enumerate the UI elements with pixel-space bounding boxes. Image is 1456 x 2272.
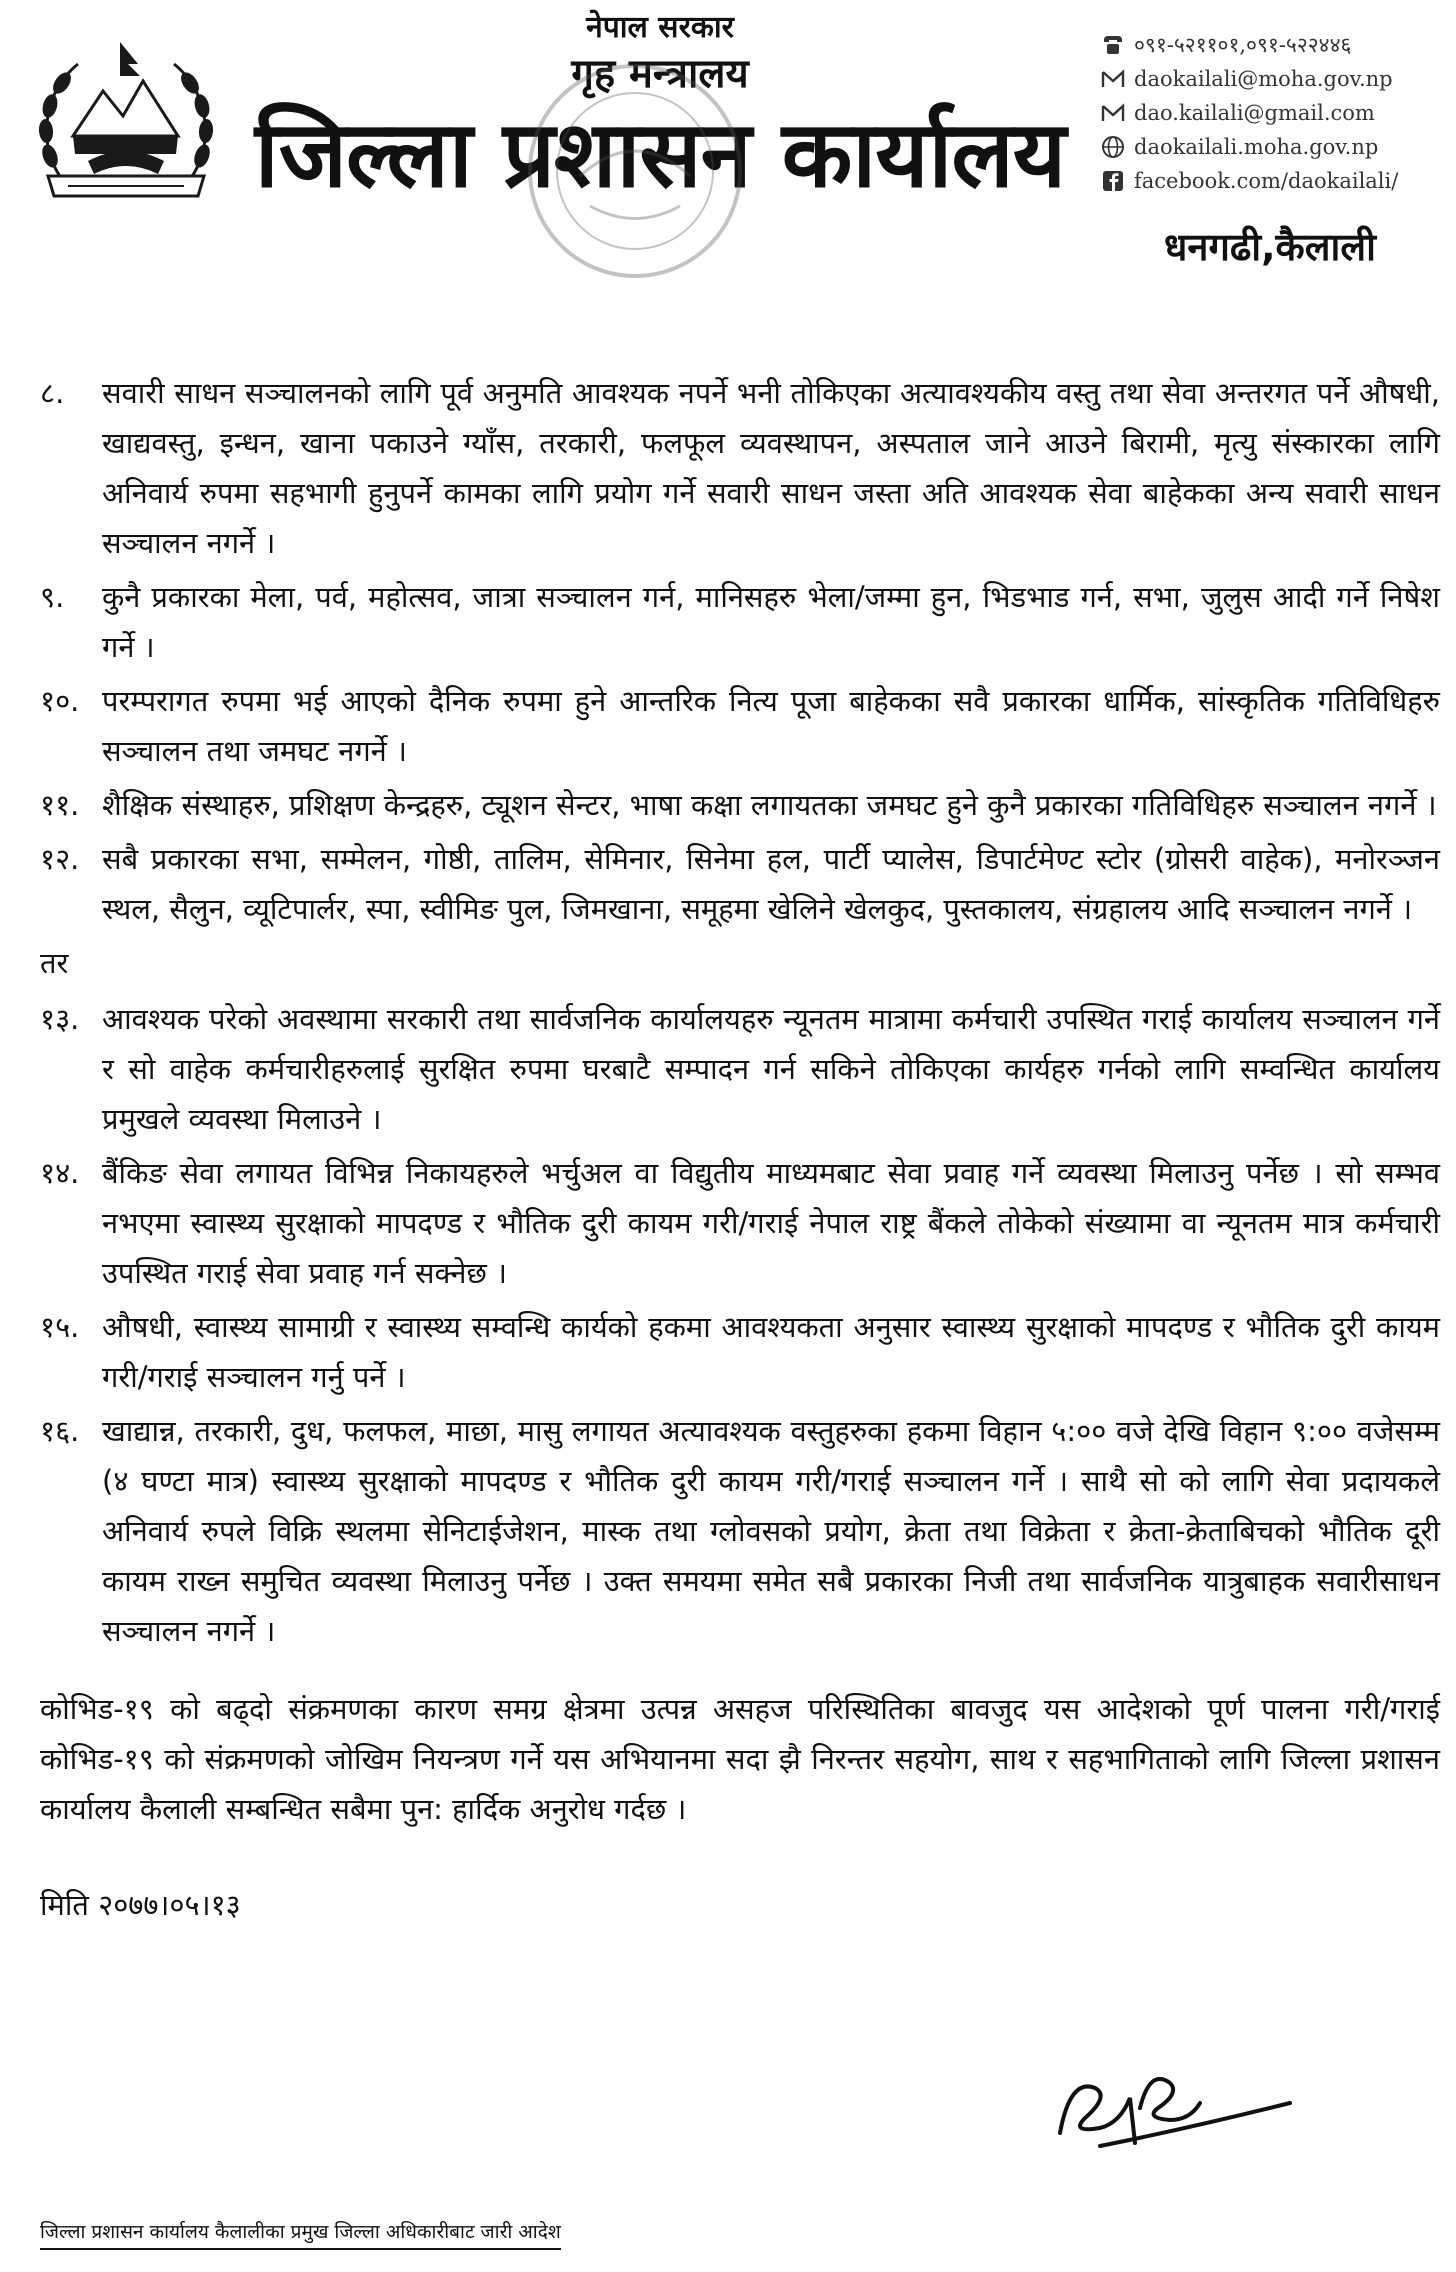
item-text: बैंकिङ सेवा लगायत विभिन्न निकायहरुले भर्चुअल वा विद्युतीय माध्यमबाट सेवा प्रवाह गर्ने व्यवस्था मिलाउनु पर्नेछ । सो सम्भव नभएमा स्वास्थ्य सुरक्षाको मापदण्ड र भौतिक दुरी कायम गरी/गराई नेपाल राष्ट्र बैंकले तोकेको संख्यामा वा न्यूनतम मात्र कर्मचारी उपस्थित गराई सेवा प्रवाह गर्न सक्नेछ ।	[102, 1156, 1440, 1290]
email2-row[interactable]	[1100, 96, 1440, 130]
letterhead-title-block	[230, 8, 1090, 210]
issue-date: मिति २०७७।०५।१३	[40, 1888, 241, 1922]
item-text: सवारी साधन सञ्चालनको लागि पूर्व अनुमति आवश्यक नपर्ने भनी तोकिएका अत्यावश्यकीय वस्तु तथा सेवा अन्तरगत पर्ने औषधी, खाद्यवस्तु, इन्धन, खाना पकाउने ग्याँस, तरकारी, फलफूल व्यवस्थापन, अस्पताल जाने आउने बिरामी, मृत्यु संस्कारका लागि अनिवार्य रुपमा सहभागी हुनुपर्ने कामका लागि प्रयोग गर्ने सवारी साधन जस्ता अति आवश्यक सेवा बाहेकका अन्य सवारी साधन सञ्चालन नगर्ने ।	[102, 376, 1440, 560]
item-text: कुनै प्रकारका मेला, पर्व, महोत्सव, जात्रा सञ्चालन गर्न, मानिसहरु भेला/जम्मा हुन, भिडभाड गर्न, सभा, जुलुस आदी गर्ने निषेश गर्ने ।	[102, 580, 1440, 664]
closing-paragraph: कोभिड-१९ को बढ्दो संक्रमणका कारण समग्र क्षेत्रमा उत्पन्न असहज परिस्थितिका बावजुद यस आदेशको पूर्ण पालना गरी/गराई कोभिड-१९ को संक्रमणको जोखिम नियन्त्रण गर्ने यस अभियानमा सदा झै निरन्तर सहयोग, साथ र सहभागिताको लागि जिल्ला प्रशासन कार्यालय कैलाली सम्बन्धित सबैमा पुन: हार्दिक अनुरोध गर्दछ ।	[40, 1692, 1440, 1826]
phone-numbers: ०९१-५२११०१,०९१-५२२४४६	[1134, 33, 1352, 57]
item-text: खाद्यान्न, तरकारी, दुध, फलफल, माछा, मासु लगायत अत्यावश्यक वस्तुहरुका हकमा विहान ५:०० वजे देखि विहान ९:०० वजेसम्म (४ घण्टा मात्र) स्वास्थ्य सुरक्षाको मापदण्ड र भौतिक दुरी कायम गरी/गराई सञ्चालन गर्ने । साथै सो को लागि सेवा प्रदायकले अनिवार्य रुपले विक्रि स्थलमा सेनिटाईजेशन, मास्क तथा ग्लोवसको प्रयोग, क्रेता तथा विक्रेता र क्रेता-क्रेताबिचको भौतिक दूरी कायम राख्न समुचित व्यवस्था मिलाउनु पर्नेछ । उक्त समयमा समेत सबै प्रकारका निजी तथा सार्वजनिक यात्रुबाहक सवारीसाधन सञ्चालन नगर्ने ।	[102, 1414, 1440, 1648]
ministry-name: गृह मन्त्रालय	[571, 51, 749, 97]
item-number: १५.	[40, 1310, 80, 1344]
item-text: सबै प्रकारका सभा, सम्मेलन, गोष्ठी, तालिम, सेमिनार, सिनेमा हल, पार्टी प्यालेस, डिपार्टमेण्ट स्टोर (ग्रोसरी वाहेक), मनोरञ्जन स्थल, सैलुन, व्यूटिपार्लर, स्पा, स्वीमिङ पुल, जिमखाना, समूहमा खेलिने खेलकुद, पुस्तकालय, संग्रहालय आदि सञ्चालन नगर्ने ।	[102, 842, 1440, 926]
facebook-icon	[1100, 168, 1126, 194]
handwritten-signature-icon	[1040, 2048, 1300, 2158]
order-item	[40, 368, 1440, 568]
email-primary[interactable]: daokailali@moha.gov.np	[1134, 67, 1393, 91]
item-number: ११.	[40, 788, 80, 822]
item-number: १२.	[40, 842, 80, 876]
mail-icon	[1100, 100, 1126, 126]
mail-icon	[1100, 66, 1126, 92]
facebook-link[interactable]: facebook.com/daokailali/	[1134, 169, 1399, 193]
contact-list	[1100, 28, 1440, 198]
facebook-row[interactable]	[1100, 164, 1440, 198]
order-item	[40, 572, 1440, 672]
office-location: धनगढी,कैलाली	[1164, 225, 1376, 269]
order-body	[40, 368, 1440, 1930]
item-number: १६.	[40, 1414, 80, 1448]
item-number: १३.	[40, 1002, 80, 1036]
item-number: १४.	[40, 1156, 80, 1190]
item-text: शैक्षिक संस्थाहरु, प्रशिक्षण केन्द्रहरु, ट्यूशन सेन्टर, भाषा कक्षा लगायतका जमघट हुने कुनै प्रकारका गतिविधिहरु सञ्चालन नगर्ने ।	[102, 788, 1437, 822]
nepal-government-emblem-icon	[28, 36, 224, 206]
email-secondary[interactable]: dao.kailali@gmail.com	[1134, 101, 1375, 125]
item-number: १०.	[40, 684, 80, 718]
footer-caption: जिल्ला प्रशासन कार्यालय कैलालीका प्रमुख जिल्ला अधिकारीबाट जारी आदेश	[40, 2218, 561, 2250]
globe-icon	[1100, 134, 1126, 160]
phone-row	[1100, 28, 1440, 62]
government-name: नेपाल सरकार	[586, 10, 734, 45]
order-item	[40, 1148, 1440, 1298]
item-number: ९.	[40, 580, 65, 614]
order-item	[40, 994, 1440, 1144]
exception-heading: तर	[40, 946, 69, 980]
item-text: परम्परागत रुपमा भई आएको दैनिक रुपमा हुने आन्तरिक नित्य पूजा बाहेकका सवै प्रकारका धार्मिक, सांस्कृतिक गतिविधिहरु सञ्चालन तथा जमघट नगर्ने ।	[102, 684, 1440, 768]
order-item	[40, 834, 1440, 934]
item-number: ८.	[40, 376, 65, 410]
phone-icon	[1100, 32, 1126, 58]
website-row[interactable]	[1100, 130, 1440, 164]
item-text: आवश्यक परेको अवस्थामा सरकारी तथा सार्वजनिक कार्यालयहरु न्यूनतम मात्रामा कर्मचारी उपस्थित गराई कार्यालय सञ्चालन गर्ने र सो वाहेक कर्मचारीहरुलाई सुरक्षित रुपमा घरबाटै सम्पादन गर्न सकिने तोकिएका कार्यहरु गर्नको लागि सम्वन्धित कार्यालय प्रमुखले व्यवस्था मिलाउने ।	[102, 1002, 1440, 1136]
email1-row[interactable]	[1100, 62, 1440, 96]
website-link[interactable]: daokailali.moha.gov.np	[1134, 135, 1379, 159]
office-name: जिल्ला प्रशासन कार्यालय	[254, 101, 1066, 208]
order-item	[40, 676, 1440, 776]
item-text: औषधी, स्वास्थ्य सामाग्री र स्वास्थ्य सम्वन्धि कार्यको हकमा आवश्यकता अनुसार स्वास्थ्य सुरक्षाको मापदण्ड र भौतिक दुरी कायम गरी/गराई सञ्चालन गर्नु पर्ने ।	[102, 1310, 1440, 1394]
order-item	[40, 1302, 1440, 1402]
order-item	[40, 780, 1440, 830]
order-item	[40, 1406, 1440, 1656]
